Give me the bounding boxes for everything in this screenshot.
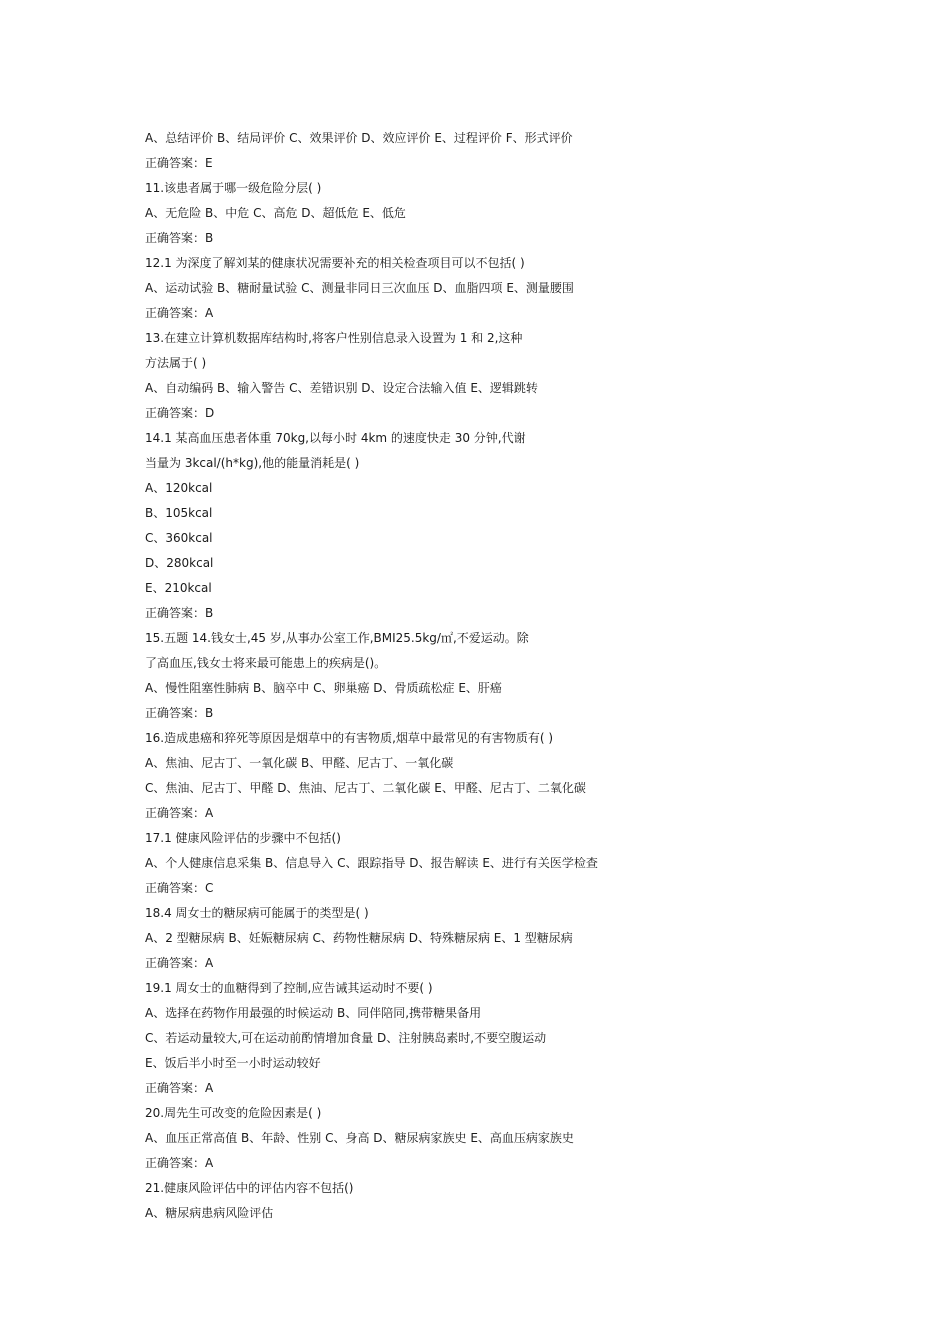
option-line: A、选择在药物作用最强的时候运动 B、同伴陪同,携带糖果备用 [145,1006,482,1020]
document-body [145,126,865,1226]
option-line: C、360kcal [145,531,213,545]
answer-line: 正确答案：A [145,1081,214,1095]
question-line: 19.1 周女士的血糖得到了控制,应告诫其运动时不要( ) [145,981,433,995]
question-line: 17.1 健康风险评估的步骤中不包括() [145,831,341,845]
question-line: 11.该患者属于哪一级危险分层( ) [145,181,322,195]
option-line: A、个人健康信息采集 B、信息导入 C、跟踪指导 D、报告解读 E、进行有关医学检查 [145,856,598,870]
option-line: D、280kcal [145,556,214,570]
question-line: 21.健康风险评估中的评估内容不包括() [145,1181,354,1195]
answer-line: 正确答案：A [145,1156,214,1170]
question-line: 13.在建立计算机数据库结构时,将客户性别信息录入设置为 1 和 2,这种 [145,331,523,345]
question-line: 18.4 周女士的糖尿病可能属于的类型是( ) [145,906,369,920]
answer-line: 正确答案：E [145,156,213,170]
option-line: A、2 型糖尿病 B、妊娠糖尿病 C、药物性糖尿病 D、特殊糖尿病 E、1 型糖尿病 [145,931,573,945]
question-line: 20.周先生可改变的危险因素是( ) [145,1106,322,1120]
question-line: 当量为 3kcal/(h*kg),他的能量消耗是( ) [145,456,360,470]
question-line: 方法属于( ) [145,356,207,370]
answer-line: 正确答案：B [145,706,214,720]
question-line: 了高血压,钱女士将来最可能患上的疾病是()。 [145,656,387,670]
question-line: 16.造成患癌和猝死等原因是烟草中的有害物质,烟草中最常见的有害物质有( ) [145,731,554,745]
option-line: A、焦油、尼古丁、一氧化碳 B、甲醛、尼古丁、一氧化碳 [145,756,454,770]
option-line: A、无危险 B、中危 C、高危 D、超低危 E、低危 [145,206,406,220]
question-line: 15.五题 14.钱女士,45 岁,从事办公室工作,BMI25.5kg/㎡,不爱运动。除 [145,631,529,645]
option-line: E、饭后半小时至一小时运动较好 [145,1056,321,1070]
option-line: A、120kcal [145,481,213,495]
answer-line: 正确答案：A [145,806,214,820]
answer-line: 正确答案：B [145,606,214,620]
answer-line: 正确答案：D [145,406,215,420]
option-line: C、焦油、尼古丁、甲醛 D、焦油、尼古丁、二氧化碳 E、甲醛、尼古丁、二氧化碳 [145,781,586,795]
option-line: A、总结评价 B、结局评价 C、效果评价 D、效应评价 E、过程评价 F、形式评价 [145,131,573,145]
option-line: A、血压正常高值 B、年龄、性别 C、身高 D、糖尿病家族史 E、高血压病家族史 [145,1131,574,1145]
option-line: E、210kcal [145,581,212,595]
option-line: A、糖尿病患病风险评估 [145,1206,274,1220]
answer-line: 正确答案：B [145,231,214,245]
answer-line: 正确答案：C [145,881,214,895]
option-line: A、慢性阻塞性肺病 B、脑卒中 C、卵巢癌 D、骨质疏松症 E、肝癌 [145,681,502,695]
option-line: C、若运动量较大,可在运动前酌情增加食量 D、注射胰岛素时,不要空腹运动 [145,1031,547,1045]
question-line: 12.1 为深度了解刘某的健康状况需要补充的相关检查项目可以不包括( ) [145,256,525,270]
option-line: B、105kcal [145,506,213,520]
answer-line: 正确答案：A [145,306,214,320]
question-line: 14.1 某高血压患者体重 70kg,以每小时 4km 的速度快走 30 分钟,代谢 [145,431,526,445]
option-line: A、运动试验 B、糖耐量试验 C、测量非同日三次血压 D、血脂四项 E、测量腰围 [145,281,574,295]
answer-line: 正确答案：A [145,956,214,970]
option-line: A、自动编码 B、输入警告 C、差错识别 D、设定合法输入值 E、逻辑跳转 [145,381,538,395]
